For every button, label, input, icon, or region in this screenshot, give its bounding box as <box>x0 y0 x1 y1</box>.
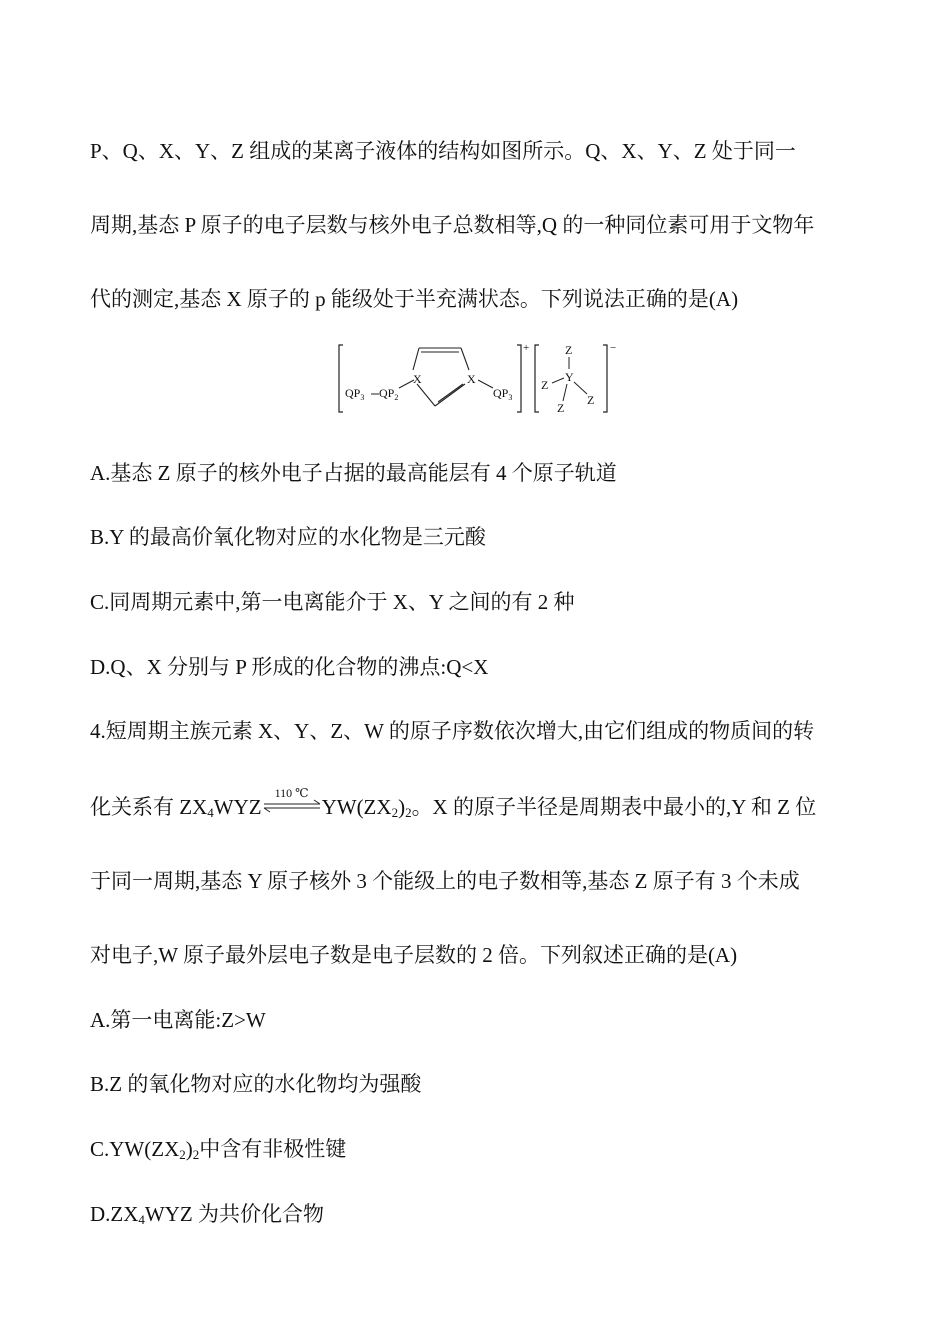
q3-option-c: C.同周期元素中,第一电离能介于 X、Y 之间的有 2 种 <box>90 590 575 614</box>
q3-option-a: A.基态 Z 原子的核外电子占据的最高能层有 4 个原子轨道 <box>90 461 617 485</box>
q4-stem-line-4: 对电子,W 原子最外层电子数是电子层数的 2 倍。下列叙述正确的是(A) <box>90 943 738 967</box>
group-qp2: $QP_2$ <box>379 386 399 402</box>
group-qp3-right: $QP_3$ <box>493 386 513 402</box>
q4-product-a: YW(ZX <box>321 795 392 819</box>
q3-option-b: B.Y 的最高价氧化物对应的水化物是三元酸 <box>90 525 486 549</box>
ring-atom-x-left: X <box>413 372 422 386</box>
q4-stem-line-2-suffix: 。X 的原子半径是周期表中最小的,Y 和 Z 位 <box>411 795 817 819</box>
bond-x-qp3 <box>478 380 493 388</box>
q4-option-d-sub: 4 <box>138 1212 145 1227</box>
q4-option-b: B.Z 的氧化物对应的水化物均为强酸 <box>90 1072 422 1096</box>
cation-left-bracket <box>339 345 343 412</box>
anion-atom-z-bottom: Z <box>557 401 565 415</box>
group-qp3-left: $QP_3$ <box>345 386 365 402</box>
q4-product-b: ) <box>398 795 406 819</box>
reversible-arrow-icon <box>262 792 322 822</box>
cation-right-bracket <box>517 345 521 412</box>
q4-product-sub-b: 2 <box>405 805 412 820</box>
q3-stem-line-1: P、Q、X、Y、Z 组成的某离子液体的结构如图所示。Q、X、Y、Z 处于同一 <box>90 139 796 163</box>
bond-qp2-x <box>399 380 414 388</box>
q4-option-c-sub-a: 2 <box>179 1147 186 1162</box>
anion-atom-z-right: Z <box>587 393 595 407</box>
q4-option-d-prefix: D.ZX <box>90 1202 139 1226</box>
q4-option-c <box>90 1134 870 1164</box>
q4-stem-line-1: 4.短周期主族元素 X、Y、Z、W 的原子序数依次增大,由它们组成的物质间的转 <box>90 719 815 743</box>
anion-atom-y-center: Y <box>565 370 574 384</box>
q4-option-a: A.第一电离能:Z>W <box>90 1008 266 1032</box>
q4-option-c-mid: ) <box>185 1137 193 1161</box>
q4-stem-line-2 <box>90 786 870 822</box>
q4-stem-line-3: 于同一周期,基态 Y 原子核外 3 个能级上的电子数相等,基态 Z 原子有 3 个未成 <box>90 869 800 893</box>
reaction-condition: 110 ℃ <box>274 786 309 800</box>
q4-reactant-prefix: 化关系有 ZX <box>90 795 208 819</box>
q4-reactant-suffix: WYZ <box>213 795 262 819</box>
anion-right-bracket <box>603 345 607 412</box>
q3-option-d: D.Q、X 分别与 P 形成的化合物的沸点:Q<X <box>90 655 489 679</box>
q4-option-c-suffix: 中含有非极性键 <box>199 1137 347 1161</box>
ionic-liquid-structure-figure <box>335 340 625 420</box>
anion-charge: − <box>610 342 617 354</box>
q3-stem-line-2: 周期,基态 P 原子的电子层数与核外电子总数相等,Q 的一种同位素可用于文物年 <box>90 213 815 237</box>
q3-stem-line-3: 代的测定,基态 X 原子的 p 能级处于半充满状态。下列说法正确的是(A) <box>90 287 739 311</box>
reaction-arrow <box>262 786 322 822</box>
anion-left-bracket <box>535 345 539 412</box>
q4-product-sub-a: 2 <box>391 805 399 820</box>
anion-atom-z-left: Z <box>541 378 549 392</box>
q4-option-c-sub-b: 2 <box>192 1147 200 1162</box>
ring-atom-x-right: X <box>467 372 476 386</box>
cation-charge: + <box>523 342 530 354</box>
q4-option-d-suffix: WYZ 为共价化合物 <box>144 1202 324 1226</box>
q4-option-d <box>90 1199 870 1229</box>
q4-reactant-subscript: 4 <box>207 805 214 820</box>
q4-option-c-prefix: C.YW(ZX <box>90 1137 180 1161</box>
anion-atom-z-top: Z <box>565 343 573 357</box>
